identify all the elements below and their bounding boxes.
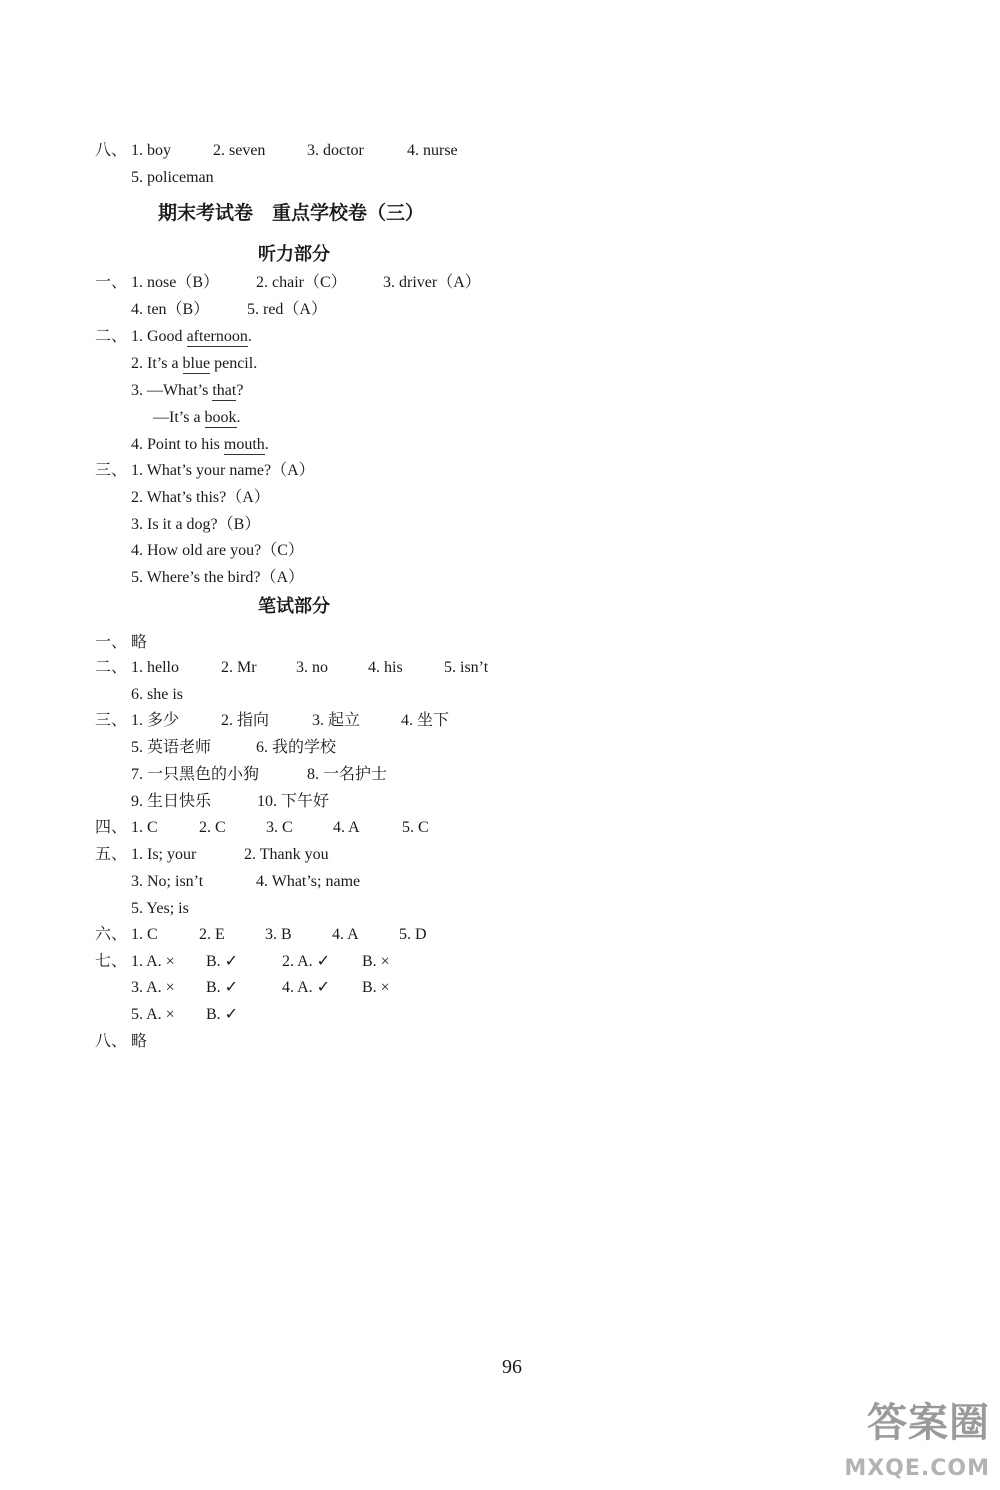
answer-item: B. ✓	[206, 979, 239, 996]
sentence	[131, 434, 269, 456]
watermark-url: MXQE.COM	[844, 1456, 990, 1481]
underlined-answer: afternoon	[186, 328, 248, 345]
sentence	[131, 326, 252, 348]
section-label: 一、	[95, 274, 128, 291]
answer-item: 5. policeman	[131, 169, 214, 186]
answer-item: 4. ten（B）	[131, 301, 210, 318]
sentence-text: .	[264, 436, 269, 453]
answer-item: 4. How old are you?（C）	[131, 542, 304, 559]
sentence-text: pencil.	[210, 355, 258, 372]
sentence-text: Point to his	[147, 436, 224, 453]
sentence	[153, 407, 241, 429]
sentence-text: Good	[147, 328, 187, 345]
answer-item: 1. hello	[131, 659, 179, 676]
answer-item: 1. Is; your	[131, 846, 197, 863]
underlined-answer: blue	[182, 355, 211, 372]
answer-item: 略	[131, 634, 148, 651]
answer-item: 4. A	[332, 926, 359, 943]
section-label: 二、	[95, 328, 128, 345]
item-number: 1.	[131, 328, 143, 345]
section-label: 七、	[95, 953, 128, 970]
sentence	[131, 353, 257, 375]
answer-item: 7. 一只黑色的小狗	[131, 766, 260, 783]
section-label: 二、	[95, 659, 128, 676]
answer-item: 3. driver（A）	[383, 274, 481, 291]
answer-item: 2. C	[199, 819, 226, 836]
answer-item: B. ✓	[206, 1006, 239, 1023]
answer-item: 1. nose（B）	[131, 274, 220, 291]
answer-item: 2. A. ✓	[282, 953, 331, 970]
answer-item: 2. Thank you	[244, 846, 329, 863]
answer-item: 3. Is it a dog?（B）	[131, 516, 261, 533]
sentence-text: It’s a	[147, 355, 183, 372]
answer-item: 1. 多少	[131, 712, 180, 729]
section-label: 八、	[95, 1033, 128, 1050]
underlined-answer: book	[204, 409, 237, 426]
answer-item: 4. What’s; name	[256, 873, 361, 890]
sentence-text: .	[247, 328, 252, 345]
item-number: 4.	[131, 436, 143, 453]
section-label: 三、	[95, 712, 128, 729]
section-label: 六、	[95, 926, 128, 943]
item-number: 3.	[131, 382, 143, 399]
answer-item: 5. isn’t	[444, 659, 489, 676]
section-label: 八、	[95, 142, 128, 159]
page-number: 96	[502, 1356, 522, 1378]
answer-item: 2. Mr	[221, 659, 257, 676]
answer-item: 6. she is	[131, 686, 183, 703]
answer-item: 5. C	[402, 819, 429, 836]
listening-heading: 听力部分	[258, 244, 330, 265]
answer-item: 2. chair（C）	[256, 274, 347, 291]
sentence-text: ?	[236, 382, 244, 399]
answer-item: 略	[131, 1033, 148, 1050]
answer-item: 3. no	[296, 659, 328, 676]
answer-item: 5. 英语老师	[131, 739, 212, 756]
answer-item: 4. A	[333, 819, 360, 836]
answer-item: 5. A. ×	[131, 1006, 175, 1023]
section-label: 五、	[95, 846, 128, 863]
underlined-answer: that	[212, 382, 237, 399]
answer-item: 5. Where’s the bird?（A）	[131, 569, 304, 586]
answer-item: 1. What’s your name?（A）	[131, 462, 315, 479]
answer-item: 2. seven	[213, 142, 266, 159]
site-watermark	[794, 1400, 990, 1482]
sentence-text: .	[236, 409, 241, 426]
answer-item: 2. What’s this?（A）	[131, 489, 270, 506]
answer-item: 5. red（A）	[247, 301, 327, 318]
answer-item: 2. 指向	[221, 712, 270, 729]
item-number: 2.	[131, 355, 143, 372]
answer-item: 4. 坐下	[401, 712, 450, 729]
underlined-answer: mouth	[223, 436, 265, 453]
section-label: 四、	[95, 819, 128, 836]
answer-item: 10. 下午好	[257, 793, 330, 810]
answer-item: 6. 我的学校	[256, 739, 337, 756]
section-label: 三、	[95, 462, 128, 479]
answer-item: 2. E	[199, 926, 225, 943]
answer-item: 3. A. ×	[131, 979, 175, 996]
exam-title: 期末考试卷 重点学校卷（三）	[158, 202, 425, 224]
answer-item: 3. doctor	[307, 142, 364, 159]
answer-item: 4. nurse	[407, 142, 458, 159]
answer-item: 3. No; isn’t	[131, 873, 204, 890]
answer-item: 3. B	[265, 926, 292, 943]
answer-item: 5. Yes; is	[131, 900, 189, 917]
watermark-logo-text: 答案圈	[867, 1400, 990, 1446]
answer-item: B. ×	[362, 979, 390, 996]
answer-item: 1. boy	[131, 142, 171, 159]
answer-item: 1. A. ×	[131, 953, 175, 970]
written-heading: 笔试部分	[258, 596, 330, 617]
section-label: 一、	[95, 634, 128, 651]
sentence-text: —What’s	[147, 382, 213, 399]
answer-item: 3. C	[266, 819, 293, 836]
answer-item: 3. 起立	[312, 712, 361, 729]
answer-item: 9. 生日快乐	[131, 793, 212, 810]
answer-item: 4. A. ✓	[282, 979, 331, 996]
answer-item: 8. 一名护士	[307, 766, 388, 783]
answer-item: 1. C	[131, 819, 158, 836]
answer-item: 4. his	[368, 659, 403, 676]
sentence	[131, 380, 243, 402]
answer-item: B. ✓	[206, 953, 239, 970]
answer-item: B. ×	[362, 953, 390, 970]
answer-item: 5. D	[399, 926, 427, 943]
answer-item: 1. C	[131, 926, 158, 943]
sentence-text: —It’s a	[153, 409, 205, 426]
